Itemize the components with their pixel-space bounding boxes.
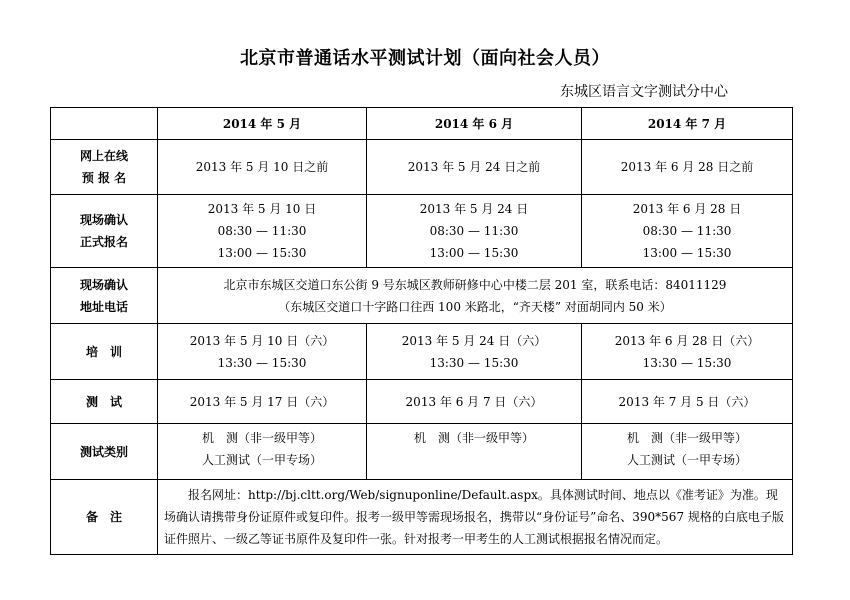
training-cell-june bbox=[367, 324, 582, 380]
category-manual: 人工测试（一甲专场） bbox=[626, 453, 747, 467]
row-label-confirm bbox=[51, 195, 158, 268]
row-label-training: 培 训 bbox=[51, 324, 158, 380]
category-cell-may bbox=[158, 424, 367, 480]
category-manual: 人工测试（一甲专场） bbox=[201, 453, 322, 467]
confirm-cell-july bbox=[582, 195, 793, 268]
confirm-time-morning: 08:30 — 11:30 bbox=[642, 224, 732, 238]
training-date: 2013 年 5 月 10 日（六） bbox=[189, 333, 335, 348]
onsite-confirmation-row bbox=[51, 195, 793, 268]
confirm-date: 2013 年 5 月 10 日 bbox=[207, 202, 317, 216]
training-row bbox=[51, 324, 793, 380]
confirm-date: 2013 年 6 月 28 日 bbox=[632, 202, 742, 216]
training-cell-july bbox=[582, 324, 793, 380]
organization-name: 东城区语言文字测试分中心 bbox=[560, 84, 728, 100]
header-row bbox=[51, 108, 793, 140]
online-deadline-may: 2013 年 5 月 10 日之前 bbox=[158, 140, 367, 195]
category-cell-july bbox=[582, 424, 793, 480]
address-cell bbox=[158, 268, 793, 324]
row-label-online bbox=[51, 140, 158, 195]
training-date: 2013 年 5 月 24 日（六） bbox=[401, 333, 547, 348]
online-preregistration-row bbox=[51, 140, 793, 195]
confirm-time-morning: 08:30 — 11:30 bbox=[429, 224, 519, 238]
confirm-cell-june bbox=[367, 195, 582, 268]
column-header-july: 2014 年 7 月 bbox=[582, 108, 793, 140]
confirm-time-afternoon: 13:00 — 15:30 bbox=[429, 246, 519, 260]
row-label-line: 网上在线 bbox=[79, 149, 128, 163]
test-date-may: 2013 年 5 月 17 日（六） bbox=[158, 380, 367, 424]
training-cell-may bbox=[158, 324, 367, 380]
category-machine: 机 测（非一级甲等） bbox=[626, 431, 747, 445]
test-date-july: 2013 年 7 月 5 日（六） bbox=[582, 380, 793, 424]
address-directions: （东城区交道口十字路口往西 100 米路北，“齐天楼” 对面胡同内 50 米） bbox=[278, 299, 672, 314]
row-label-line: 预 报 名 bbox=[81, 171, 127, 185]
column-header-may: 2014 年 5 月 bbox=[158, 108, 367, 140]
confirm-time-afternoon: 13:00 — 15:30 bbox=[217, 246, 307, 260]
online-deadline-july: 2013 年 6 月 28 日之前 bbox=[582, 140, 793, 195]
training-time: 13:30 — 15:30 bbox=[217, 355, 307, 370]
category-machine: 机 测（非一级甲等） bbox=[201, 431, 322, 445]
notes-text: 报名网址：http://bj.cltt.org/Web/signuponline/Default.aspx。具体测试时间、地点以《准考证》为准。现场确认请携带身份证原件或复印件。报考一级甲等需现场报名，携带以“身份证号”命名、390*567 规格的白底电子版证件照片、一级乙等证书原件及复印件一张。针对报考一甲考生的人工测试根据报名情况而定。 bbox=[158, 480, 793, 555]
row-label-test: 测 试 bbox=[51, 380, 158, 424]
online-deadline-june: 2013 年 5 月 24 日之前 bbox=[367, 140, 582, 195]
test-date-june: 2013 年 6 月 7 日（六） bbox=[367, 380, 582, 424]
page-title: 北京市普通话水平测试计划（面向社会人员） bbox=[240, 48, 610, 69]
row-label-address bbox=[51, 268, 158, 324]
row-label-line: 现场确认 bbox=[79, 277, 128, 292]
training-date: 2013 年 6 月 28 日（六） bbox=[614, 333, 760, 348]
row-label-line: 现场确认 bbox=[79, 213, 128, 227]
column-header-june: 2014 年 6 月 bbox=[367, 108, 582, 140]
test-plan-table bbox=[50, 107, 793, 555]
category-cell-june bbox=[367, 424, 582, 480]
notes-row bbox=[51, 480, 793, 555]
confirm-date: 2013 年 5 月 24 日 bbox=[419, 202, 529, 216]
corner-cell bbox=[51, 108, 158, 140]
row-label-line: 正式报名 bbox=[79, 235, 128, 249]
confirm-time-afternoon: 13:00 — 15:30 bbox=[642, 246, 732, 260]
confirm-cell-may bbox=[158, 195, 367, 268]
test-date-row bbox=[51, 380, 793, 424]
training-time: 13:30 — 15:30 bbox=[429, 355, 519, 370]
address-phone-row bbox=[51, 268, 793, 324]
confirm-time-morning: 08:30 — 11:30 bbox=[217, 224, 307, 238]
row-label-category: 测试类别 bbox=[51, 424, 158, 480]
test-category-row bbox=[51, 424, 793, 480]
address-line: 北京市东城区交道口东公街 9 号东城区教师研修中心中楼二层 201 室，联系电话：84011129 bbox=[223, 277, 727, 292]
training-time: 13:30 — 15:30 bbox=[642, 355, 732, 370]
category-machine: 机 测（非一级甲等） bbox=[413, 431, 534, 445]
row-label-line: 地址电话 bbox=[79, 299, 128, 314]
row-label-notes: 备 注 bbox=[51, 480, 158, 555]
